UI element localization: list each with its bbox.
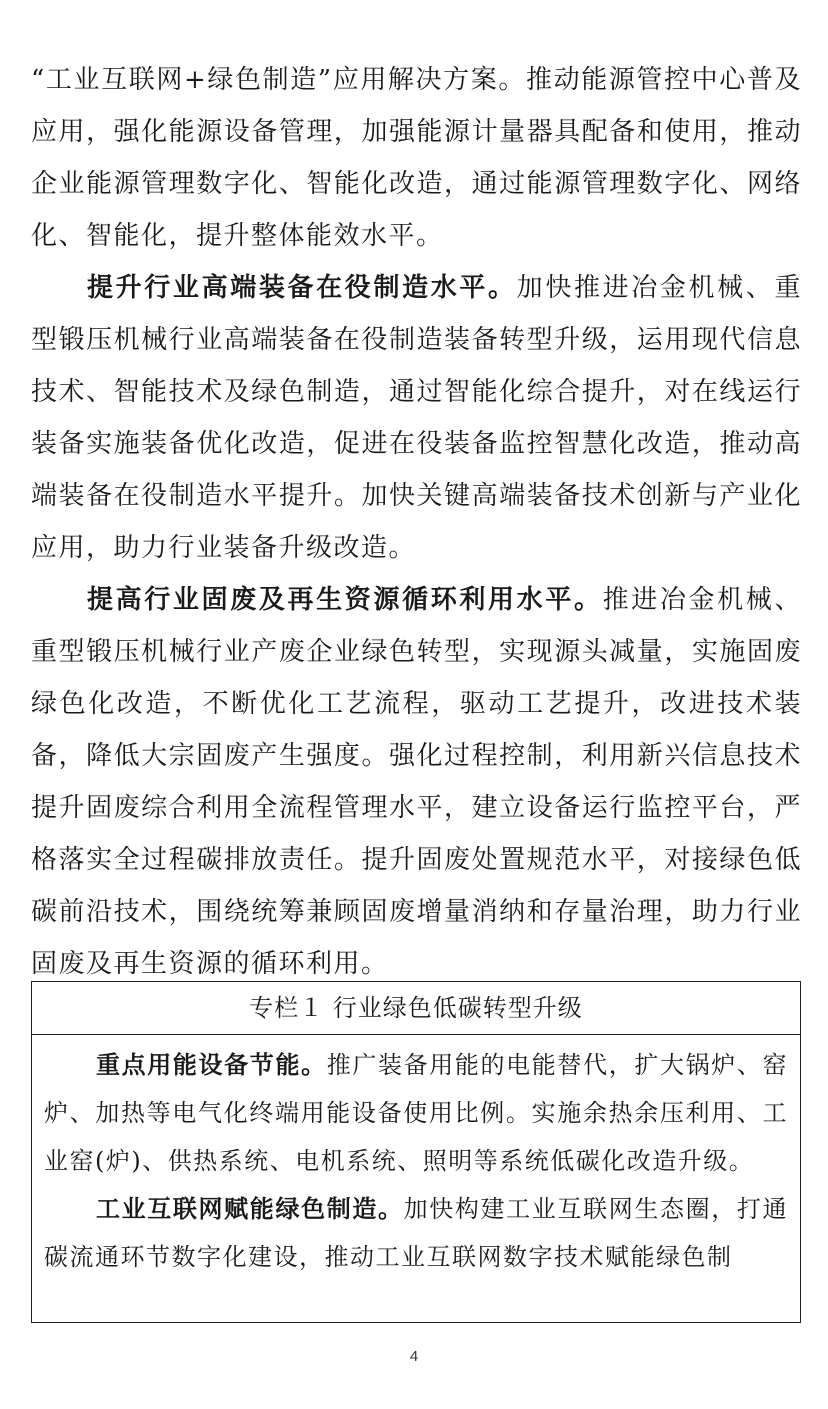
paragraph-1 bbox=[31, 54, 802, 262]
box-item-2-heading: 工业互联网赋能绿色制造。 bbox=[96, 1195, 404, 1223]
box-item-2-text: 加快构建工业互联网生态圈，打通碳流通环节数字化建设，推动工业互联网数字技术赋能绿色制 bbox=[44, 1195, 789, 1271]
page-number: 4 bbox=[409, 1348, 419, 1365]
paragraph-2 bbox=[31, 262, 802, 574]
box-title: 专栏１ 行业绿色低碳转型升级 bbox=[32, 982, 800, 1035]
box-item-1-text: 推广装备用能的电能替代，扩大锅炉、窑炉、加热等电气化终端用能设备使用比例。实施余热余压利用、工业窑(炉)、供热系统、电机系统、照明等系统低碳化改造升级。 bbox=[44, 1051, 789, 1175]
paragraph-2-text: 加快推进冶金机械、重型锻压机械行业高端装备在役制造装备转型升级，运用现代信息技术、智能技术及绿色制造，通过智能化综合提升，对在线运行装备实施装备优化改造，促进在役装备监控智慧化改造，推动高端装备在役制造水平提升。加快关键高端装备技术创新与产业化应用，助力行业装备升级改造。 bbox=[31, 273, 802, 563]
paragraph-3-text: 推进冶金机械、重型锻压机械行业产废企业绿色转型，实现源头减量，实施固废绿色化改造，不断优化工艺流程，驱动工艺提升，改进技术装备，降低大宗固废产生强度。强化过程控制，利用新兴信息技术提升固废综合利用全流程管理水平，建立设备运行监控平台，严格落实全过程碳排放责任。提升固废处置规范水平，对接绿色低碳前沿技术，围绕统筹兼顾固废增量消纳和存量治理，助力行业固废及再生资源的循环利用。 bbox=[31, 585, 802, 979]
paragraph-1-text: “工业互联网+绿色制造”应用解决方案。推动能源管控中心普及应用，强化能源设备管理，加强能源计量器具配备和使用，推动企业能源管理数字化、智能化改造，通过能源管理数字化、网络化、智能化，提升整体能效水平。 bbox=[31, 65, 802, 251]
box-body bbox=[32, 1035, 800, 1319]
sidebar-column-box bbox=[31, 981, 801, 1323]
paragraph-2-heading: 提升行业高端装备在役制造水平。 bbox=[87, 273, 517, 303]
box-item-1-heading: 重点用能设备节能。 bbox=[96, 1051, 327, 1079]
box-item-2 bbox=[32, 1185, 800, 1281]
paragraph-3 bbox=[31, 574, 802, 990]
box-item-1 bbox=[32, 1041, 800, 1185]
paragraph-3-heading: 提高行业固废及再生资源循环利用水平。 bbox=[87, 585, 603, 615]
